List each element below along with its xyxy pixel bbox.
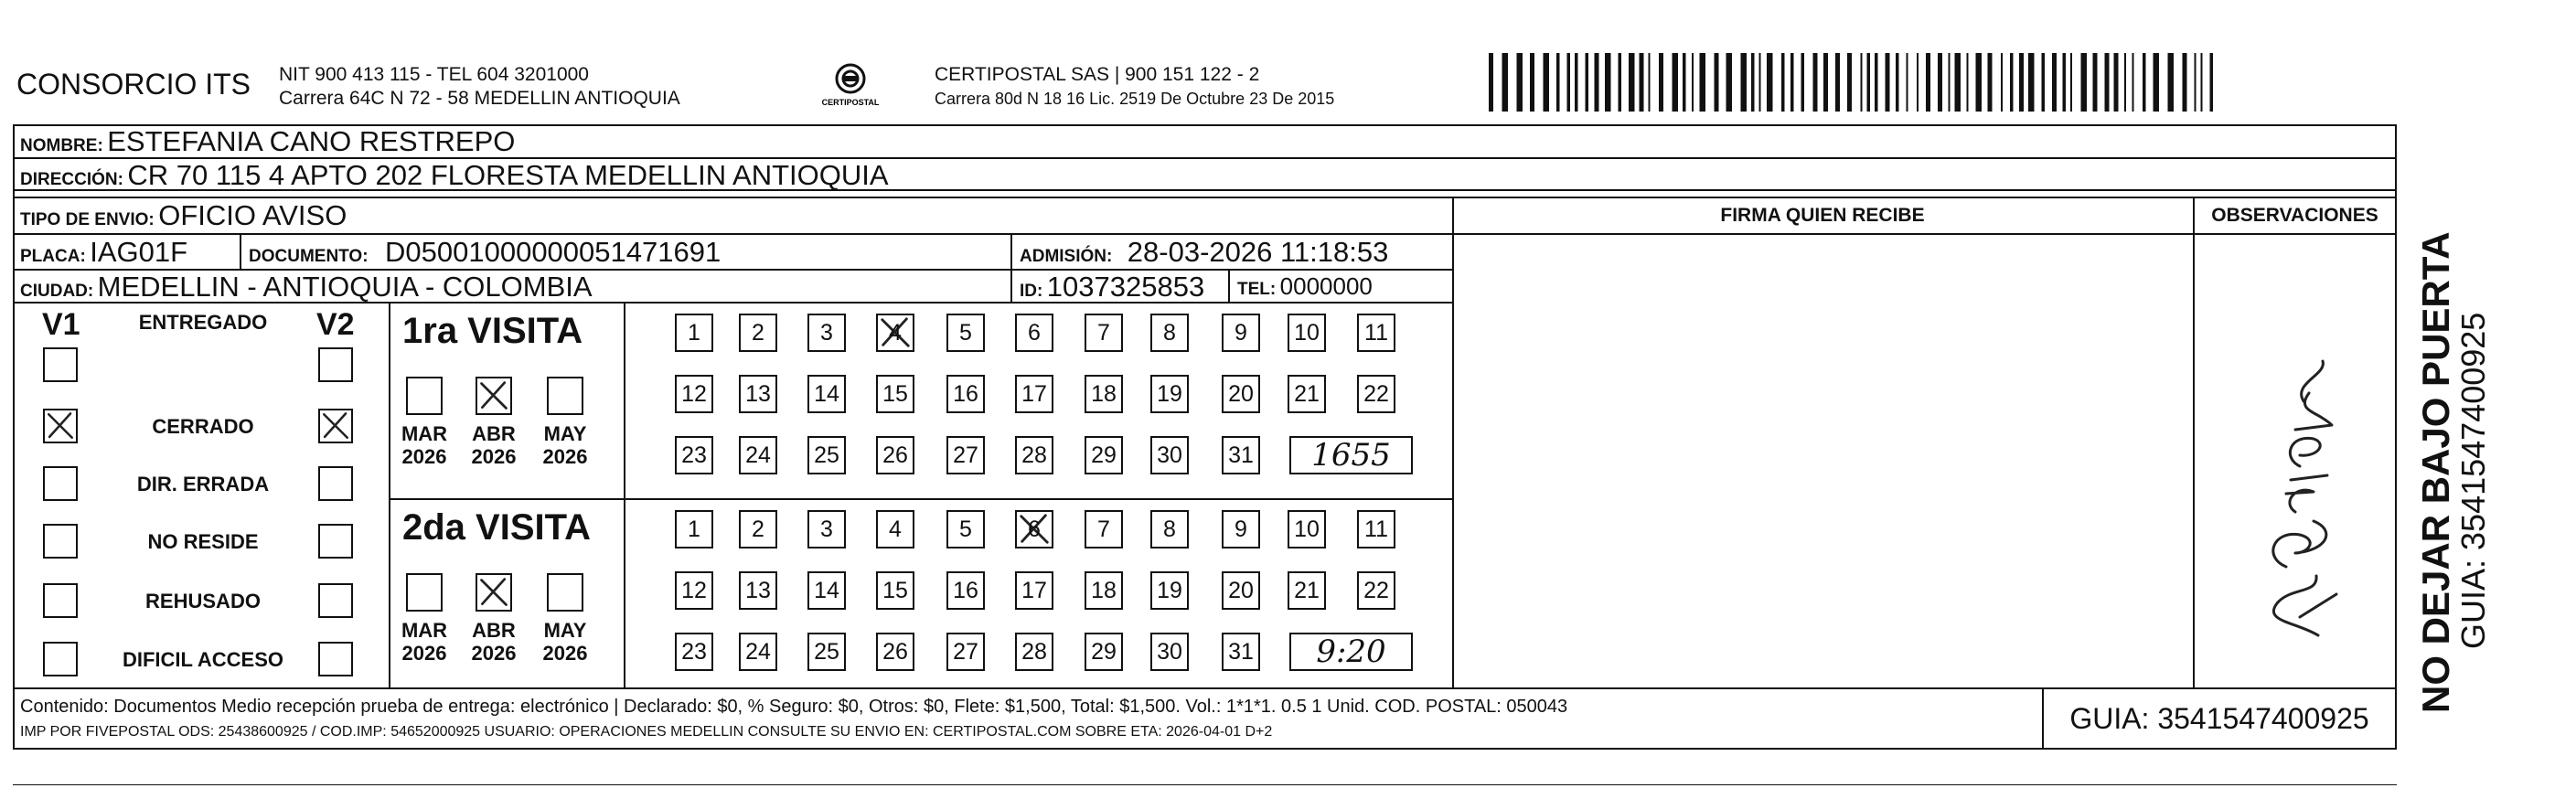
day-box: 24 [739,633,777,671]
visit1-title: 1ra VISITA [402,311,583,351]
v1-checkbox [43,347,78,382]
day-box: 30 [1150,633,1189,671]
recipient-signature [2208,347,2382,649]
day-box: 16 [946,571,985,610]
status-label: NO RESIDE [147,530,259,553]
day-box: 2 [739,314,777,352]
direccion-field [20,159,889,192]
tipo-envio-label: TIPO DE ENVIO: [20,210,155,229]
day-box: 1 [675,314,713,352]
day-box: 9 [1222,314,1260,352]
barcode [1489,53,2220,112]
month-checkbox [406,377,443,415]
tel-value: 0000000 [1279,272,1373,300]
visit2-title: 2da VISITA [402,507,591,548]
day-box: 8 [1150,510,1189,548]
imp-text: IMP POR FIVEPOSTAL ODS: 25438600925 / COD.IMP: 54652000925 USUARIO: OPERACIONES MEDELLIN CONSULTE SU ENVIO EN: CERTIPOSTAL.COM SOBRE ETA: 2026-04-01 D+2 [20,724,1273,740]
v1-checkbox [43,524,78,559]
day-box: 6 [1015,314,1053,352]
v1-checkbox [43,642,78,676]
day-box: 20 [1222,571,1260,610]
ciudad-label: CIUDAD: [20,282,94,301]
day-box: 7 [1085,510,1123,548]
day-box: 23 [675,633,713,671]
day-box: 20 [1222,375,1260,413]
month-label: MAY 2026 [542,619,588,665]
v2-checkbox [318,409,353,443]
day-box: 15 [876,571,914,610]
day-box: 30 [1150,436,1189,474]
v2-label: V2 [316,307,355,342]
placa-value: IAG01F [90,236,188,268]
no-dejar-bajo-puerta: NO DEJAR BAJO PUERTA [2414,231,2457,713]
status-label: ENTREGADO [138,311,268,334]
tipo-envio-value: OFICIO AVISO [158,199,347,231]
day-box: 28 [1015,633,1053,671]
day-box: 21 [1288,375,1326,413]
company-nit: NIT 900 413 115 - TEL 604 3201000 [279,64,589,85]
day-box: 23 [675,436,713,474]
status-label: DIR. ERRADA [136,473,270,495]
company-address: Carrera 64C N 72 - 58 MEDELLIN ANTIOQUIA [279,88,680,109]
day-box: 31 [1222,633,1260,671]
day-box: 19 [1150,571,1189,610]
day-box: 5 [946,314,985,352]
ciudad-value: MEDELLIN - ANTIOQUIA - COLOMBIA [97,271,593,303]
certipostal-logo [818,60,882,112]
month-checkbox [476,573,512,612]
day-box: 17 [1015,571,1053,610]
month-checkbox [476,377,512,415]
id-label: ID: [1020,282,1043,301]
day-box: 14 [807,375,846,413]
admision-value: 28-03-2026 11:18:53 [1127,236,1389,268]
day-box: 12 [675,375,713,413]
day-box: 22 [1357,375,1395,413]
courier-name: CERTIPOSTAL SAS | 900 151 122 - 2 [935,64,1260,85]
v2-checkbox [318,583,353,618]
day-box: 2 [739,510,777,548]
contenido-text: Contenido: Documentos Medio recepción prueba de entrega: electrónico | Declarado: $0, % Seguro: $0, Otros: $0, Flete: $1,500, Total: $1,500. Vol.: 1*1*1. 0.5 1 Unid. COD. POSTAL: 050043 [20,697,1568,717]
status-label: CERRADO [152,415,254,438]
day-box: 15 [876,375,914,413]
direccion-value: CR 70 115 4 APTO 202 FLORESTA MEDELLIN ANTIOQUIA [127,159,889,191]
v1-label: V1 [42,307,80,342]
day-box: 5 [946,510,985,548]
side-guia: GUIA: 3541547400925 [2454,312,2492,649]
day-box: 12 [675,571,713,610]
svg-text:CERTIPOSTAL: CERTIPOSTAL [821,98,880,107]
side-warning [2414,128,2492,713]
time-box: 9:20 [1289,633,1413,671]
day-box: 24 [739,436,777,474]
placa-field [20,236,187,269]
admision-label: ADMISIÓN: [1020,247,1113,266]
tel-field [1237,272,1373,301]
direccion-label: DIRECCIÓN: [20,170,123,189]
day-box: 19 [1150,375,1189,413]
day-box: 8 [1150,314,1189,352]
day-box: 26 [876,436,914,474]
status-label: REHUSADO [145,590,261,612]
day-box: 4 [876,510,914,548]
ciudad-field [20,271,593,303]
day-box: 22 [1357,571,1395,610]
courier-address: Carrera 80d N 18 16 Lic. 2519 De Octubre 23 De 2015 [935,90,1335,108]
month-label: MAR 2026 [401,422,448,468]
day-box: 21 [1288,571,1326,610]
v2-checkbox [318,642,353,676]
nombre-label: NOMBRE: [20,136,103,155]
day-box: 10 [1288,510,1326,548]
nombre-field [20,125,515,158]
day-box: 18 [1085,571,1123,610]
status-label: DIFICIL ACCESO [122,648,283,671]
observaciones-header: OBSERVACIONES [2211,205,2378,226]
day-box: 3 [807,314,846,352]
v2-checkbox [318,466,353,501]
day-box: 16 [946,375,985,413]
month-label: ABR 2026 [471,422,517,468]
day-box: 31 [1222,436,1260,474]
day-box: 27 [946,436,985,474]
day-box: 11 [1357,314,1395,352]
month-label: MAY 2026 [542,422,588,468]
tel-label: TEL: [1237,280,1277,299]
day-box: 28 [1015,436,1053,474]
month-label: MAR 2026 [401,619,448,665]
day-box: 6 [1015,510,1053,548]
day-box: 1 [675,510,713,548]
day-box: 3 [807,510,846,548]
day-box: 29 [1085,436,1123,474]
v2-checkbox [318,524,353,559]
day-box: 13 [739,375,777,413]
admision-field [1020,236,1388,269]
placa-label: PLACA: [20,247,86,266]
time-box: 1655 [1289,436,1413,474]
company-name: CONSORCIO ITS [16,68,251,101]
v1-checkbox [43,466,78,501]
documento-label: DOCUMENTO: [249,247,369,266]
firma-header: FIRMA QUIEN RECIBE [1720,205,1925,226]
documento-field [249,236,721,269]
day-box: 7 [1085,314,1123,352]
tipo-envio-field [20,199,347,232]
v2-checkbox [318,347,353,382]
day-box: 14 [807,571,846,610]
id-value: 1037325853 [1046,271,1205,303]
month-checkbox [406,573,443,612]
v1-checkbox [43,409,78,443]
day-box: 29 [1085,633,1123,671]
day-box: 27 [946,633,985,671]
day-box: 9 [1222,510,1260,548]
day-box: 11 [1357,510,1395,548]
id-field [1020,271,1204,303]
day-box: 17 [1015,375,1053,413]
day-box: 26 [876,633,914,671]
day-box: 13 [739,571,777,610]
footer-guia: GUIA: 3541547400925 [2069,702,2369,735]
day-box: 25 [807,633,846,671]
month-checkbox [547,377,583,415]
day-box: 18 [1085,375,1123,413]
month-checkbox [547,573,583,612]
day-box: 4 [876,314,914,352]
v1-checkbox [43,583,78,618]
day-box: 25 [807,436,846,474]
day-box: 10 [1288,314,1326,352]
month-label: ABR 2026 [471,619,517,665]
documento-value: D05001000000051471691 [385,236,721,268]
nombre-value: ESTEFANIA CANO RESTREPO [107,125,516,157]
